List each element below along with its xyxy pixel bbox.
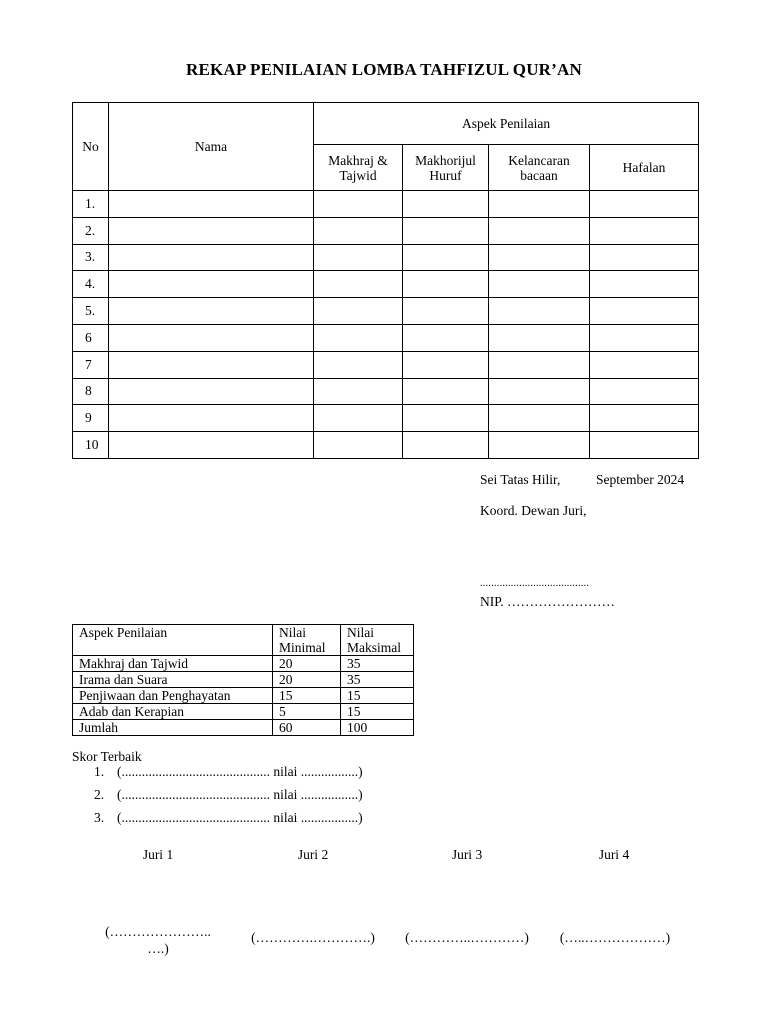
score-cell[interactable] (590, 191, 699, 218)
score-cell[interactable] (590, 432, 699, 459)
score-cell[interactable] (403, 405, 489, 432)
score-cell[interactable] (403, 351, 489, 378)
juri-2-signature-line: (………….………….) (251, 930, 375, 945)
score-cell[interactable] (314, 217, 403, 244)
criteria-header-aspek: Aspek Penilaian (73, 625, 273, 656)
criteria-header-max: Nilai Maksimal (341, 625, 414, 656)
nama-cell[interactable] (109, 378, 314, 405)
score-cell[interactable] (489, 191, 590, 218)
score-cell[interactable] (403, 378, 489, 405)
nama-cell[interactable] (109, 298, 314, 325)
score-cell[interactable] (314, 324, 403, 351)
criteria-min: 60 (273, 720, 341, 736)
score-cell[interactable] (403, 324, 489, 351)
score-cell[interactable] (314, 432, 403, 459)
criteria-max: 100 (341, 720, 414, 736)
score-cell[interactable] (314, 244, 403, 271)
score-cell[interactable] (403, 244, 489, 271)
skor-heading: Skor Terbaik (72, 749, 142, 764)
criteria-name: Jumlah (73, 720, 273, 736)
row-number: 8 (73, 378, 109, 405)
score-cell[interactable] (403, 298, 489, 325)
score-table (72, 102, 699, 459)
criteria-table (72, 624, 414, 736)
table-row (73, 405, 699, 432)
score-cell[interactable] (590, 217, 699, 244)
criteria-min: 20 (273, 656, 341, 672)
score-cell[interactable] (403, 191, 489, 218)
score-cell[interactable] (590, 298, 699, 325)
header-no: No (73, 103, 109, 191)
table-row (73, 244, 699, 271)
skor-item-number: 1. (94, 764, 105, 779)
score-cell[interactable] (314, 351, 403, 378)
row-number: 9 (73, 405, 109, 432)
header-aspek-penilaian: Aspek Penilaian (314, 103, 699, 145)
table-row (73, 432, 699, 459)
score-cell[interactable] (314, 191, 403, 218)
skor-item-text: (............................................ nilai .................) (117, 764, 363, 779)
table-row (73, 217, 699, 244)
criteria-row (73, 656, 414, 672)
criteria-header-row (73, 625, 414, 656)
juri-4-signature-line: (…..………………) (559, 930, 671, 945)
criteria-max: 35 (341, 656, 414, 672)
subheader-hafalan: Hafalan (590, 145, 699, 191)
score-cell[interactable] (314, 271, 403, 298)
juri-3-label: Juri 3 (451, 847, 483, 862)
table-row (73, 351, 699, 378)
criteria-max: 35 (341, 672, 414, 688)
score-cell[interactable] (590, 351, 699, 378)
skor-item-number: 3. (94, 810, 105, 825)
nama-cell[interactable] (109, 244, 314, 271)
table-row (73, 378, 699, 405)
skor-item-text: (............................................ nilai .................) (117, 810, 363, 825)
criteria-row (73, 688, 414, 704)
table-row (73, 324, 699, 351)
score-cell[interactable] (403, 271, 489, 298)
score-cell[interactable] (590, 378, 699, 405)
score-cell[interactable] (489, 298, 590, 325)
criteria-min: 20 (273, 672, 341, 688)
subheader-makhorijul-huruf: Makhorijul Huruf (403, 145, 489, 191)
row-number: 4. (73, 271, 109, 298)
score-cell[interactable] (314, 298, 403, 325)
nama-cell[interactable] (109, 217, 314, 244)
criteria-name: Penjiwaan dan Penghayatan (73, 688, 273, 704)
score-cell[interactable] (590, 244, 699, 271)
nama-cell[interactable] (109, 405, 314, 432)
signature-role: Koord. Dewan Juri, (480, 503, 587, 518)
nama-cell[interactable] (109, 351, 314, 378)
criteria-total-row (73, 720, 414, 736)
juri-2-label: Juri 2 (297, 847, 329, 862)
skor-item-number: 2. (94, 787, 105, 802)
criteria-max: 15 (341, 704, 414, 720)
criteria-name: Irama dan Suara (73, 672, 273, 688)
score-cell[interactable] (590, 405, 699, 432)
criteria-min: 5 (273, 704, 341, 720)
header-nama: Nama (109, 103, 314, 191)
score-cell[interactable] (489, 405, 590, 432)
nama-cell[interactable] (109, 271, 314, 298)
score-cell[interactable] (489, 244, 590, 271)
juri-4-label: Juri 4 (598, 847, 630, 862)
score-cell[interactable] (590, 271, 699, 298)
criteria-row (73, 672, 414, 688)
criteria-header-min: Nilai Minimal (273, 625, 341, 656)
score-cell[interactable] (314, 405, 403, 432)
score-cell[interactable] (489, 351, 590, 378)
document-title: REKAP PENILAIAN LOMBA TAHFIZUL QUR’AN (186, 60, 582, 79)
juri-1-signature-line: (………………….. ….) (105, 924, 211, 956)
criteria-max: 15 (341, 688, 414, 704)
juri-3-signature-line: (…………..…………) (405, 930, 529, 945)
signature-name-line: ....................................... (480, 578, 590, 589)
nama-cell[interactable] (109, 191, 314, 218)
criteria-min: 15 (273, 688, 341, 704)
subheader-makhraj-tajwid: Makhraj & Tajwid (314, 145, 403, 191)
signature-place: Sei Tatas Hilir, (480, 472, 561, 487)
row-number: 3. (73, 244, 109, 271)
subheader-kelancaran-bacaan: Kelancaran bacaan (489, 145, 590, 191)
signature-date: September 2024 (596, 472, 685, 487)
row-number: 6 (73, 324, 109, 351)
row-number: 1. (73, 191, 109, 218)
row-number: 10 (73, 432, 109, 459)
row-number: 2. (73, 217, 109, 244)
row-number: 5. (73, 298, 109, 325)
score-cell[interactable] (590, 324, 699, 351)
juri-1-label: Juri 1 (142, 847, 174, 862)
score-cell[interactable] (403, 432, 489, 459)
score-cell[interactable] (489, 217, 590, 244)
table-row (73, 191, 699, 218)
score-cell[interactable] (489, 432, 590, 459)
table-row (73, 298, 699, 325)
score-cell[interactable] (489, 378, 590, 405)
signature-nip: NIP. …………………… (480, 594, 616, 609)
criteria-name: Adab dan Kerapian (73, 704, 273, 720)
score-cell[interactable] (489, 324, 590, 351)
skor-item-text: (............................................ nilai .................) (117, 787, 363, 802)
score-cell[interactable] (403, 217, 489, 244)
criteria-name: Makhraj dan Tajwid (73, 656, 273, 672)
table-row (73, 271, 699, 298)
row-number: 7 (73, 351, 109, 378)
score-cell[interactable] (489, 271, 590, 298)
nama-cell[interactable] (109, 432, 314, 459)
nama-cell[interactable] (109, 324, 314, 351)
score-cell[interactable] (314, 378, 403, 405)
criteria-row (73, 704, 414, 720)
